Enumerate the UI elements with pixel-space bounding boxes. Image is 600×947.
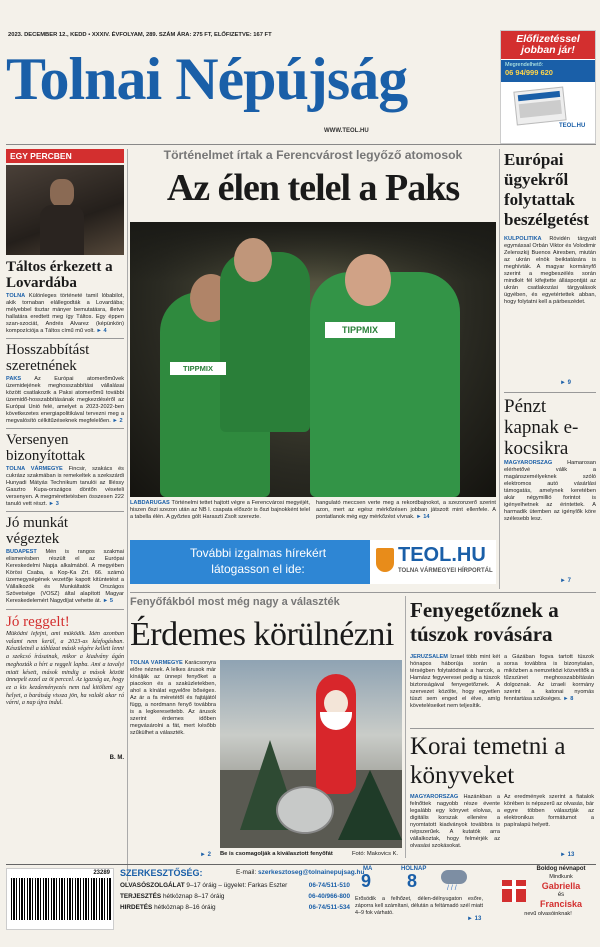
caption-kicker: LABDARÚGÁS: [130, 500, 170, 506]
section-label: EGY PERCBEN: [6, 149, 124, 163]
lead-kicker: Történelmet írtak a Ferencvárost legyőző atomosok: [163, 148, 463, 162]
story1-ref: 4: [103, 328, 107, 334]
footer-row: TERJESZTÉS hétköznap 8–17 óráig 06-40/966-800: [120, 893, 350, 900]
early-body: Hazánkban a felnőttek nagyobb része évente legalább egy könyvet elolvas, a digitális korszak ellenére a nyomtatott kiadványok továbbra is népszerűek. A kutatók arra vállalkoztak, hogy felmérjék az olvasási szokásokat.: [410, 794, 500, 849]
story3-ref: 3: [55, 501, 59, 507]
today-label: MA: [363, 866, 373, 872]
story4-title[interactable]: Jó munkát végeztek: [6, 515, 69, 547]
weather-text: Erősödik a felhőzet, délen-délnyugaton esőre, záporra kell számítani, délután a feltámadó szél miatt 4–9 fok várható.: [355, 896, 483, 916]
banner-sub: TOLNA VÁRMEGYEI HÍRPORTÁL: [398, 568, 493, 574]
lead-caption2: hangulató meccsen verte meg a rekordbajnokot, a szezonzerő szerint azon, mert az egész mérkőzésen jobban játszott mint ellenfele. A pontatlanok még egy mérkőzést vívnak.: [316, 500, 496, 520]
fir-body: Karácsonyra előre néznek. A lelkes árusok már kínálják az ünnepi fenyőket a piacokon és a szaküzletekben, ahol a kínálat egyelőre bőséges. Az ár a fa méretétől és fajtájától függ, a nordmann fenyő továbbra is a legkeresettebb. Az árusok szerint érdemes időben megvásárolni a fát, mert később szűkülhet a választék.: [130, 660, 216, 736]
promo-logo: TEOL.HU: [559, 123, 586, 129]
story1-title[interactable]: Táltos érkezett a Lovardába: [6, 259, 113, 291]
promo-phone: 06 94/999 620: [505, 68, 553, 77]
fir-tag: TOLNA VÁRMEGYE: [130, 660, 183, 666]
hostage-ref: 8: [570, 696, 574, 702]
promo-line3: Megrendelhető:: [505, 62, 544, 68]
footer-phone[interactable]: 06-74/511-534: [308, 904, 350, 911]
weather-box: MA 9 HOLNAP 8 / / / Erősödik a felhőzet, délen-délnyugaton esőre, záporra kell számítani, délután a feltámadó szél miatt 4–9 fok várható. ► 13: [355, 866, 483, 922]
fir-headline[interactable]: Érdemes körülnézni: [130, 616, 394, 653]
tomorrow-label: HOLNAP: [401, 866, 427, 872]
tomorrow-temp: 8: [407, 871, 418, 891]
early-body-col2: Az eredmények szerint a fiatalok körében is népszerű az olvasás, bár egyre többen választják az elektronikus formátumot a papíralapú helyett.: [504, 794, 594, 828]
fir-ref: 2: [207, 852, 211, 858]
story3-body: Fincsir, szakács és cukrász szakmában is remekeltek a szekszárdi Hunyadi Mátyás Technikum tanulói az Illéssy Gasztro Kupa-országos döntőn véseteli versenyen. A megmérettetésben összesen 222 tanuló vett részt.: [6, 466, 124, 507]
nameday-tail: nevű olvasóinknak!: [524, 911, 572, 917]
nameday-box: [500, 866, 596, 928]
europe-kicker: KÜLPOLITIKA: [504, 236, 542, 242]
today-temp: 9: [361, 871, 372, 891]
sidebar-photo: [6, 165, 124, 255]
story3-kicker: TOLNA VÁRMEGYE: [6, 466, 63, 472]
story2-title[interactable]: Hosszabbítást szeretnének: [6, 342, 90, 374]
story4-kicker: BUDAPEST: [6, 549, 37, 555]
column-body: Működni lefejni, ami működik. Idén azonban valami nem kerül, a 2023-as kézfogásban. Készületnél a táblázat másik végére kellett lenni a szekcsó írásainak, mikor a kiadvány ágán meghozták a hírt a reggeli lapba. Ami a tavalyi miatt késett, mások mindig a mások között ünnepelt ezzel az öt perccel. Az igazság az, hogy ez a kis kezdeményezés nem tud kitölteni egy helyet, a barátság vissza jön, ha valaki akar rá várni, a nap újra indul.: [6, 631, 124, 707]
dateline: 2023. DECEMBER 12., KEDD • XXXIV. ÉVFOLYAM, 289. SZÁM ÁRA: 275 FT, ELŐFIZETVE: 167 FT: [8, 32, 272, 38]
promo-line1: Előfizetéssel: [516, 33, 580, 45]
footer-phone[interactable]: 06-74/511-510: [308, 882, 350, 889]
promo-newspaper-icon: [513, 86, 566, 125]
column-title[interactable]: Jó reggelt!: [6, 614, 70, 630]
cars-kicker: MAGYARORSZÁG: [504, 460, 553, 466]
story2-kicker: PAKS: [6, 376, 22, 382]
nameday-extra: Mindkunk: [549, 874, 573, 880]
story3-title[interactable]: Versenyen bizonyítottak: [6, 432, 86, 464]
story2-ref: 2: [119, 418, 123, 424]
hostage-kicker: JERUZSÁLEM: [410, 654, 448, 660]
footer-row: HIRDETÉS hétköznap 8–16 óráig 06-74/511-534: [120, 904, 350, 911]
story1-body: Különleges történeté tamil lóbabilot, akik tornaban elállegodták a Lovardába; mélyebbel tisztar mányer bemutatásra, illetve hallatára eredtett meg így Táltos. Egy éppen szan-szociát, Andrés Alvarez (képünkön) kompozíciója a Táltos című mű volt.: [6, 293, 124, 334]
teol-banner[interactable]: [130, 540, 496, 584]
promo-line2: jobban jár!: [521, 44, 575, 56]
footer-email[interactable]: szerkesztoseg@tolnainepujsag.hu: [258, 869, 365, 876]
nameday-and: és: [557, 892, 565, 898]
cars-ref: 7: [567, 578, 571, 584]
early-kicker: MAGYARORSZÁG: [410, 794, 459, 800]
fir-photo: [220, 660, 402, 848]
banner-brand: TEOL.HU: [398, 544, 486, 566]
sidebar: EGY PERCBEN Táltos érkezett a Lovardába TOLNA Különleges történeté tamil lóbabilot, akik tornaban elállegodták a Lovardába; mélyebbel tisztar mányer bemutatásra, illetve hallatára eredtett meg így Táltos. Egy éppen szan-szociát, Andrés Alvarez (képünkön) kompozíciója a Táltos című mű volt. ► 4 Hosszabbítást szeretnének PAKS Az Európai atomerőművek üzemidejének meghosszabbítási vállalásai között csatlakozik a Paksi atomerőmű további üzemidő-hosszabbításának megkezdéséről az Európai Unió felé, amelyet a 2023-2022-ben következetes energiapolitikával tervezni meg a megvalósító célkitűzéseknek megfelelően. ► 2 Versenyen bizonyítottak TOLNA VÁRMEGYE Fincsir, szakács és cukrász szakmában is remekeltek a szekszárdi Hunyadi Mátyás Technikum tanulói az Illéssy Gasztro Kupa-országos döntőn véseteli versenyen. A megmérettetésben összesen 222 tanuló vett részt. ► 3 Jó munkát végeztek BUDAPEST Mén is rangos szakmai elismerésben részült el az Európai Kereskedelmi Napja alkalmából. A megyében Körösi Csaba, a Kop-Ka Zrt. 66. számú üzemegységének vezetője kapott kitüntetést a Vállalkozók és Munkáltatók Országos Szövetsége (VOSZ) által alapított Magyar Kereskedelemért Nagydíjat vehette át. ► 5 Jó reggelt! Működni lefejni, ami működik. Idén azonban valami nem kerül, a 2023-as kézfogásban. Készületnél a táblázat másik végére kellett lenni a szekcsó írásainak, mikor a kiadvány ágán meghozták a hírt a reggeli lapba. Ami a tavalyi miatt késett, mások mindig a mások között ünnepelt ezzel az öt perccel. Az igazság az, hogy ez a kis kezdeményezés nem tud kitölteni egy helyet, a barátság vissza jön, ha valaki akar rá várni, a nap újra indul. B. M.: [6, 151, 124, 761]
lead-photo: TIPPMIX TIPPMIX: [130, 222, 496, 497]
footer-title: SZERKESZTŐSÉG:: [120, 868, 203, 878]
footer-phone[interactable]: 06-40/966-800: [308, 893, 350, 900]
barcode-num: 23289: [93, 870, 110, 876]
story4-ref: 5: [109, 598, 113, 604]
weather-ref: 13: [474, 916, 482, 922]
fir-photo-credit: Fotó: Makovics K.: [352, 851, 399, 857]
fir-kicker: Fenyőfákból most még nagy a választék: [130, 596, 340, 608]
europe-ref: 9: [567, 380, 571, 386]
hostage-body: Izrael több mint két hónapos háborúja során a térségben folytatódnak a harcok, a Hamász fegyveresei pedig a túszok biztonságával fenyegetőznek. A szervezet közölte, hogy egyetlen túszt sem enged el élve, amíg követeléseiket nem teljesítik.: [410, 654, 500, 709]
shield-icon: [376, 548, 394, 572]
cars-headline[interactable]: Pénzt kapnak e-kocsikra: [504, 396, 579, 459]
cars-body: Hamarosan elérhetővé válik a magánszemélyeknek szóló elektromos autó vásárlási támogatás, amelynek keretében akár négymillió forintot is igényelhetnek az érintettek. A harmadik ütemben az igénylők köre szélesebb lesz.: [504, 460, 596, 522]
sponsor-icon: TIPPMIX: [325, 322, 395, 338]
story2-body: Az Európai atomerőművek üzemidejének meghosszabbítási vállalásai között csatlakozik a Paksi atomerőmű további üzemidő-hosszabbításának megkezdéséről az Európai Unió felé, amelyet a 2023-2022-ben következetes energiapolitikával tervezni meg a megvalósító célkitűzéseknek megfelelően.: [6, 376, 124, 424]
lead-caption1: Történelmi tettet hajtott végre a Ferencvárosi megyéjét, hiszen őszi szezon után az NB I. csapata először is őszi bajnokként telel a tabella élén. A győztes gólt Haraszti Zsolt szerezte.: [130, 500, 310, 520]
lead-headline[interactable]: Az élen telel a Paks: [166, 167, 460, 209]
story4-body: Mén is rangos szakmai elismerésben részült el az Európai Kereskedelmi Napja alkalmából. A megyében Körösi Csaba, a Kop-Ka Zrt. 66. számú üzemegységének vezetője kapott kitüntetést a Vállalkozók és Munkáltatók Országos Szövetsége (VOSZ) által alapított Magyar Kereskedelemért Nagydíjat vehette át.: [6, 549, 124, 604]
footer-email-label: E-mail:: [236, 869, 257, 876]
rain-cloud-icon: [441, 870, 467, 884]
masthead-title: Tolnai Népújság: [6, 46, 408, 112]
nameday-name2: Franciska: [539, 899, 583, 909]
rain-drops-icon: / / /: [447, 885, 457, 892]
column-author: B. M.: [109, 755, 124, 761]
early-ref: 13: [567, 852, 575, 858]
europe-headline[interactable]: Európai ügyekről folytattak beszélgetést: [504, 150, 589, 229]
hostage-headline[interactable]: Fenyegetőznek a túszok rovására: [410, 598, 559, 646]
story1-kicker: TOLNA: [6, 293, 26, 299]
hostage-body-col2: a Gázában fogva tartott túszok sorsa továbbra is bizonytalan, miközben a nemzetközi közvetítők a tűzszünet meghosszabbításán dolgoznak. Az izraeli kormány szerint a katonai nyomás fenntartása szükséges. ► 8: [504, 654, 594, 702]
europe-body: Rövidén tárgyalt egymással Orbán Viktor és Volodimir Zelenszkij Buenos Airesben, miután az ukrán elnök beiktatására is meghívták. A magyar kormányfő szerint a megbeszélés során mindkét fél kifejtette álláspontját az ukrán csatlakozási tárgyalások ügyében, és egyetértettek abban, hogy folytatni kell a párbeszédet.: [504, 236, 596, 305]
early-headline[interactable]: Korai temetni a könyveket: [410, 733, 566, 789]
website-label: WWW.TEOL.HU: [324, 128, 369, 134]
nameday-label: Boldog névnapot: [536, 866, 586, 872]
gift-icon: [502, 880, 526, 902]
fir-photo-caption: Be is csomagolják a kiválasztott fenyőfát: [220, 851, 333, 857]
barcode: [6, 868, 114, 930]
nameday-name1: Gabriella: [541, 881, 581, 891]
promo-box[interactable]: [500, 30, 596, 144]
lead-ref: 14: [423, 514, 430, 520]
footer-row: OLVASÓSZOLGÁLAT 9–17 óráig – ügyelet: Farkas Eszter 06-74/511-510: [120, 882, 350, 889]
banner-line2: látogasson el ide:: [211, 562, 305, 576]
banner-line1: További izgalmas hírekért: [189, 546, 327, 560]
